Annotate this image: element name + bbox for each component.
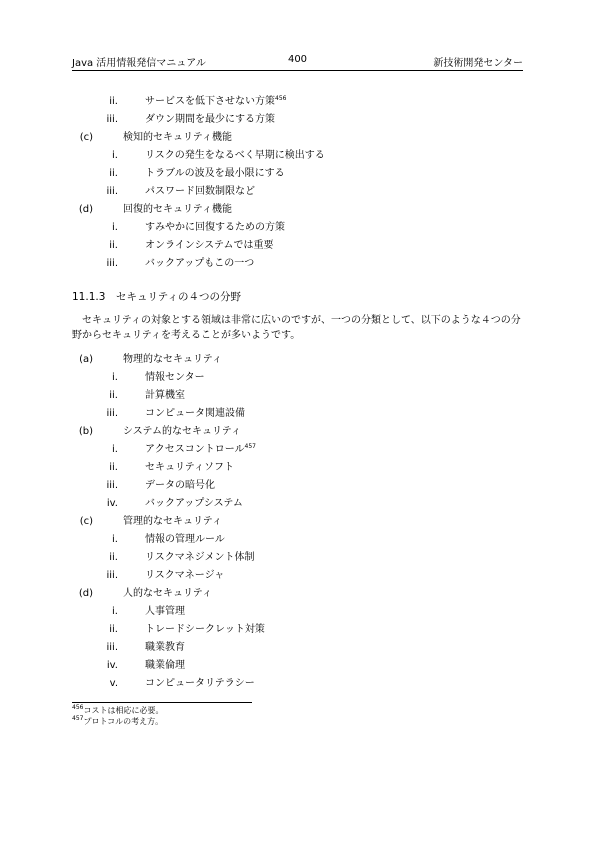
list-item-text xyxy=(123,201,232,219)
list-item-body: オンラインシステムでは重要 xyxy=(145,240,274,251)
sub-list-item xyxy=(72,219,523,237)
list-item-text xyxy=(123,423,241,441)
sub-list-item xyxy=(72,603,523,621)
list-item-body: コンピュータリテラシー xyxy=(145,678,255,689)
list-item-body: 管理的なセキュリティ xyxy=(123,516,222,527)
list-item-body: リスクマネジメント体制 xyxy=(145,552,255,563)
list-item-label: i. xyxy=(112,444,118,455)
list-item xyxy=(72,129,523,147)
sub-list-item xyxy=(72,183,523,201)
list-item-label: ii. xyxy=(109,462,118,473)
section-number: 11.1.3 xyxy=(72,291,106,303)
list-item-text xyxy=(145,183,255,201)
list-item-body: 物理的なセキュリティ xyxy=(123,354,222,365)
list-item-label: iv. xyxy=(106,660,118,671)
list-item-text xyxy=(145,387,185,405)
list-item-body: バックアップもこの一つ xyxy=(145,258,255,269)
footnote-marker[interactable]: 456 xyxy=(275,95,287,102)
list-item-text xyxy=(145,675,255,693)
header-rule xyxy=(72,70,523,71)
list-item-text xyxy=(145,621,265,639)
outline-list-four-areas xyxy=(72,351,523,693)
list-item-body: 計算機室 xyxy=(145,390,185,401)
list-item-body: 職業倫理 xyxy=(145,660,185,671)
list-item-body: パスワード回数制限など xyxy=(145,186,255,197)
list-item-body: システム的なセキュリティ xyxy=(123,426,241,437)
list-item-body: 人事管理 xyxy=(145,606,185,617)
list-item-label: ii. xyxy=(109,240,118,251)
list-item-text xyxy=(145,567,224,585)
sub-list-item xyxy=(72,147,523,165)
list-item-body: 回復的セキュリティ機能 xyxy=(123,204,232,215)
footnote-number: 456 xyxy=(72,704,84,711)
sub-list-item xyxy=(72,459,523,477)
footnote-marker[interactable]: 457 xyxy=(244,443,256,450)
list-item-text xyxy=(145,531,225,549)
list-item-label: (a) xyxy=(79,354,93,365)
list-item-label: ii. xyxy=(109,390,118,401)
footnote-text: プロトコルの考え方。 xyxy=(83,717,164,726)
list-item-label: iv. xyxy=(106,498,118,509)
list-item xyxy=(72,513,523,531)
list-item-label: (d) xyxy=(78,204,93,215)
list-item-body: セキュリティソフト xyxy=(145,462,234,473)
footnote xyxy=(72,716,163,727)
sub-list-item xyxy=(72,531,523,549)
list-item-body: トレードシークレット対策 xyxy=(145,624,265,635)
footnotes xyxy=(72,705,163,727)
sub-list-item xyxy=(72,639,523,657)
list-item-text xyxy=(145,93,286,111)
list-item-text xyxy=(145,219,285,237)
list-item-text xyxy=(145,237,273,255)
list-item-body: トラブルの波及を最小限にする xyxy=(145,168,285,179)
list-item-label: iii. xyxy=(106,408,118,419)
list-item-label: i. xyxy=(112,372,118,383)
list-item-text xyxy=(145,405,245,423)
list-item-label: ii. xyxy=(109,624,118,635)
list-item-body: データの暗号化 xyxy=(145,480,215,491)
header-organization: 新技術開発センター xyxy=(433,58,523,69)
section-paragraph: セキュリティの対象とする領域は非常に広いのですが、一つの分類として、以下のような４つの分野からセキュリティを考えることが多いようです。 xyxy=(72,315,521,341)
list-item-text xyxy=(145,111,275,129)
list-item-label: iii. xyxy=(106,186,118,197)
list-item-body: コンピュータ関連設備 xyxy=(145,408,245,419)
list-item-label: (c) xyxy=(79,516,93,527)
list-item-body: すみやかに回復するための方策 xyxy=(145,222,285,233)
list-item-text xyxy=(145,369,205,387)
sub-list-item xyxy=(72,93,523,111)
page-number: 400 xyxy=(287,54,308,65)
list-item xyxy=(72,585,523,603)
list-item-body: アクセスコントロール xyxy=(145,444,245,455)
sub-list-item xyxy=(72,369,523,387)
sub-list-item xyxy=(72,621,523,639)
list-item-text xyxy=(145,459,234,477)
list-item-text xyxy=(123,129,232,147)
list-item-label: ii. xyxy=(109,168,118,179)
list-item-label: iii. xyxy=(106,480,118,491)
list-item-body: 情報の管理ルール xyxy=(145,534,225,545)
list-item-body: 情報センター xyxy=(145,372,205,383)
list-item-text xyxy=(145,495,243,513)
list-item-body: リスクの発生をなるべく早期に検出する xyxy=(145,150,325,161)
list-item-label: (b) xyxy=(78,426,93,437)
list-item-body: 検知的セキュリティ機能 xyxy=(123,132,232,143)
list-item-text xyxy=(145,147,325,165)
list-item-label: (c) xyxy=(79,132,93,143)
list-item xyxy=(72,201,523,219)
list-item-label: iii. xyxy=(106,258,118,269)
sub-list-item xyxy=(72,405,523,423)
list-item-label: (d) xyxy=(78,588,93,599)
section-title: セキュリティの４つの分野 xyxy=(116,291,241,303)
page-body xyxy=(72,93,523,693)
sub-list-item xyxy=(72,675,523,693)
outline-list-continued xyxy=(72,93,523,273)
list-item-text xyxy=(145,603,185,621)
list-item-text xyxy=(145,255,254,273)
sub-list-item xyxy=(72,549,523,567)
sub-list-item xyxy=(72,255,523,273)
list-item xyxy=(72,423,523,441)
sub-list-item xyxy=(72,567,523,585)
list-item xyxy=(72,351,523,369)
page-header xyxy=(72,54,523,70)
footnote-number: 457 xyxy=(72,715,84,722)
list-item-label: ii. xyxy=(109,552,118,563)
list-item-body: 職業教育 xyxy=(145,642,185,653)
sub-list-item xyxy=(72,495,523,513)
list-item-body: 人的なセキュリティ xyxy=(123,588,212,599)
list-item-text xyxy=(145,549,255,567)
list-item-body: サービスを低下させない方策 xyxy=(145,96,275,107)
list-item-label: i. xyxy=(112,150,118,161)
list-item-text xyxy=(145,639,185,657)
list-item-label: ii. xyxy=(109,96,118,107)
list-item-label: iii. xyxy=(106,114,118,125)
section-heading xyxy=(72,287,523,307)
sub-list-item xyxy=(72,657,523,675)
list-item-body: リスクマネージャ xyxy=(145,570,225,581)
sub-list-item xyxy=(72,237,523,255)
list-item-label: v. xyxy=(109,678,118,689)
list-item-text xyxy=(145,657,185,675)
list-item-text xyxy=(145,165,285,183)
sub-list-item xyxy=(72,477,523,495)
list-item-text xyxy=(123,351,222,369)
list-item-label: i. xyxy=(112,606,118,617)
list-item-label: i. xyxy=(112,222,118,233)
list-item-body: バックアップシステム xyxy=(145,498,243,509)
header-title: Java 活用情報発信マニュアル xyxy=(72,58,206,69)
list-item-label: iii. xyxy=(106,642,118,653)
list-item-body: ダウン期間を最少にする方策 xyxy=(145,114,275,125)
list-item-label: iii. xyxy=(106,570,118,581)
list-item-label: i. xyxy=(112,534,118,545)
sub-list-item xyxy=(72,165,523,183)
footnote-text: コストは相応に必要。 xyxy=(83,706,164,715)
list-item-text xyxy=(145,441,256,459)
list-item-text xyxy=(123,513,222,531)
list-item-text xyxy=(145,477,215,495)
footnote-rule xyxy=(72,702,252,703)
list-item-text xyxy=(123,585,212,603)
footnote xyxy=(72,705,163,716)
sub-list-item xyxy=(72,441,523,459)
sub-list-item xyxy=(72,111,523,129)
sub-list-item xyxy=(72,387,523,405)
